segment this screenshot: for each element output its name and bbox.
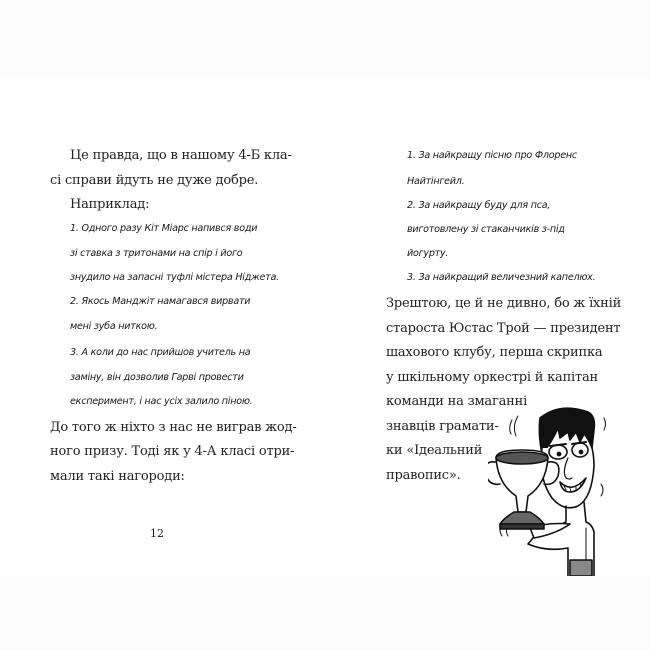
text-line: Наприклад: (70, 197, 150, 212)
text-line: правопис». (386, 468, 461, 483)
list-item-line: Найтінгейл. (407, 176, 465, 187)
text-line: команди на змаганні (386, 394, 528, 409)
text-line: сі справи йдуть не дуже добре. (50, 173, 259, 188)
list-item-line: 1. За найкращу пісню про Флоренс (407, 150, 577, 161)
text-line: мали такі нагороди: (50, 469, 185, 484)
text-line: До того ж ніхто з нас не виграв жод- (50, 420, 297, 435)
list-item-line: виготовлену зі стаканчиків з-під (407, 224, 565, 235)
list-item-line: 3. За найкращий величезний капелюх. (407, 272, 596, 283)
list-item-line: йогурту. (407, 248, 449, 259)
text-line: Це правда, що в нашому 4-Б кла- (70, 148, 292, 163)
text-line: у шкільному оркестрі й капітан (386, 370, 599, 385)
text-line: староста Юстас Трой — президент (386, 321, 621, 336)
text-line: ного призу. Тоді як у 4-А класі отри- (50, 444, 295, 459)
boy-with-trophy-illustration (488, 388, 608, 576)
text-line: ки «Ідеальний (386, 443, 483, 458)
list-item-line: мені зуба ниткою. (70, 321, 158, 332)
list-item-line: 2. За найкращу буду для пса, (407, 200, 551, 211)
page-number: 12 (150, 527, 164, 540)
text-line: шахового клубу, перша скрипка (386, 345, 603, 360)
list-item-line: зі ставка з тритонами на спір і його (70, 248, 243, 259)
list-item-line: 1. Одного разу Кіт Міарс напився води (70, 223, 258, 234)
list-item-line: 3. А коли до нас прийшов учитель на (70, 347, 251, 358)
text-line: Зрештою, це й не дивно, бо ж їхній (386, 296, 622, 311)
list-item-line: експеримент, і нас усіх залило піною. (70, 396, 253, 407)
list-item-line: заміну, він дозволив Гарві провести (70, 372, 244, 383)
list-item-line: 2. Якось Манджіт намагався вирвати (70, 296, 251, 307)
text-line: знавців грамати- (386, 419, 499, 434)
list-item-line: знудило на запасні туфлі містера Ніджета. (70, 272, 279, 283)
